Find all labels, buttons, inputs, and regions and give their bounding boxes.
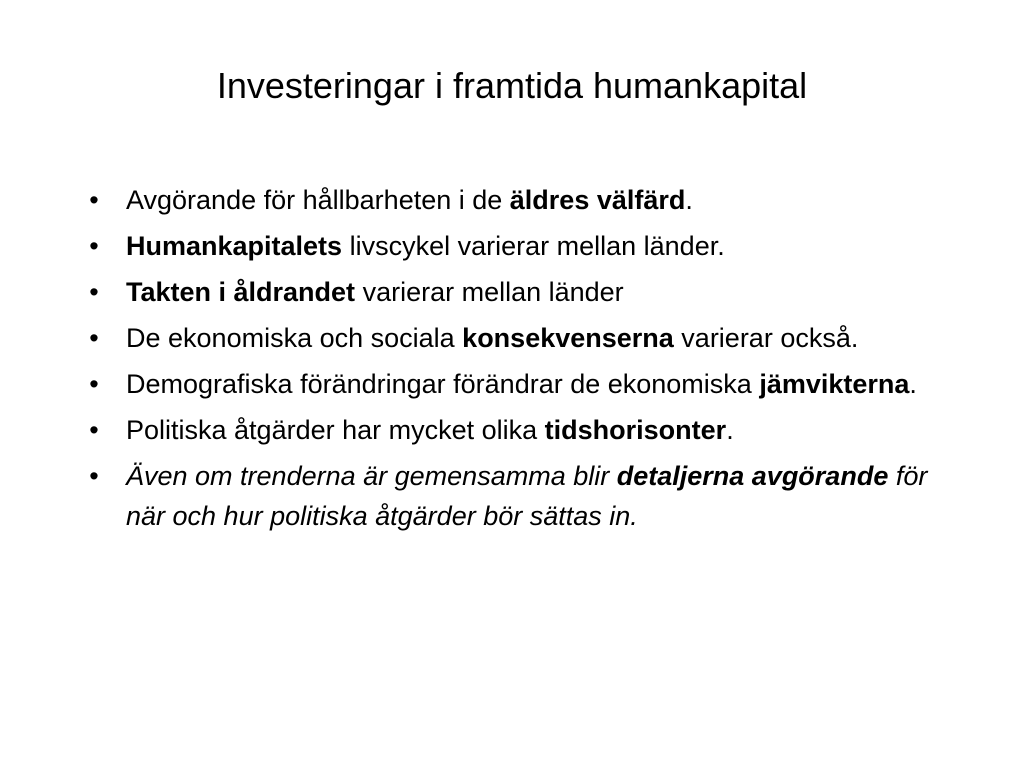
bullet-point-icon: • <box>89 277 99 307</box>
bullet-point-icon: • <box>89 323 99 353</box>
bullet-item <box>82 272 942 312</box>
bullet-text <box>126 185 693 215</box>
bullet-text-segment: Även om trenderna är gemensamma blir <box>126 461 617 491</box>
bullet-text-segment: De ekonomiska och sociala <box>126 323 463 353</box>
bullet-emphasis: Humankapitalets <box>126 231 343 261</box>
bullet-text-segment: livscykel varierar mellan länder. <box>342 231 725 261</box>
bullet-text <box>126 461 927 531</box>
bullet-text <box>126 369 917 399</box>
bullet-emphasis: äldres välfärd <box>509 185 686 215</box>
bullet-item <box>82 226 942 266</box>
bullet-item <box>82 410 942 450</box>
bullet-text <box>126 231 725 261</box>
bullet-emphasis: konsekvenserna <box>462 323 674 353</box>
bullet-text <box>126 277 624 307</box>
bullet-text-segment: . <box>726 415 734 445</box>
bullet-emphasis: tidshorisonter <box>544 415 727 445</box>
bullet-point-icon: • <box>89 185 99 215</box>
bullet-text-segment: varierar också. <box>673 323 859 353</box>
bullet-item <box>82 364 942 404</box>
bullet-point-icon: • <box>89 461 99 491</box>
bullet-emphasis: detaljerna avgörande <box>616 461 889 491</box>
bullet-text <box>126 415 734 445</box>
bullet-text-segment: Demografiska förändringar förändrar de ekonomiska <box>126 369 760 399</box>
bullet-text-segment: varierar mellan länder <box>355 277 624 307</box>
bullet-text-segment: Politiska åtgärder har mycket olika <box>126 415 545 445</box>
bullet-emphasis: Takten i åldrandet <box>126 277 356 307</box>
bullet-point-icon: • <box>89 415 99 445</box>
bullet-text-segment: Avgörande för hållbarheten i de <box>126 185 510 215</box>
bullet-text-segment: för när och hur politiska åtgärder bör sättas in. <box>126 461 928 531</box>
bullet-item <box>82 180 942 220</box>
bullet-item <box>82 456 942 536</box>
bullet-text-segment: . <box>909 369 917 399</box>
bullet-item <box>82 318 942 358</box>
bullet-point-icon: • <box>89 231 99 261</box>
bullet-emphasis: jämvikterna <box>759 369 910 399</box>
bullet-point-icon: • <box>89 369 99 399</box>
bullet-text-segment: . <box>685 185 693 215</box>
bullet-list <box>82 180 942 542</box>
slide-title: Investeringar i framtida humankapital <box>216 65 808 106</box>
bullet-text <box>126 323 858 353</box>
